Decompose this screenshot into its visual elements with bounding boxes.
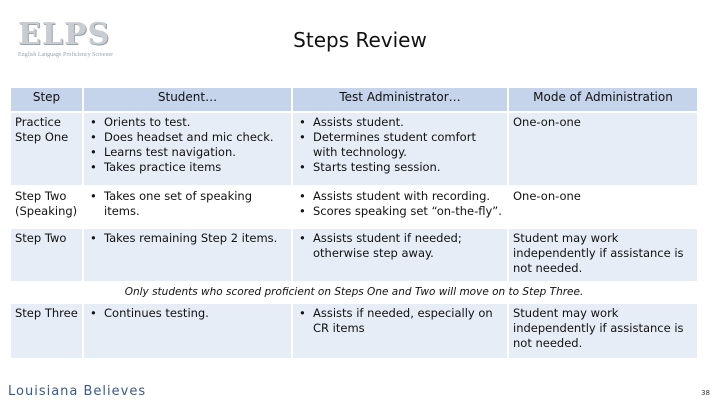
list-item: • Takes one set of speaking items.: [104, 189, 287, 219]
logo-mark: ELPS: [18, 17, 111, 52]
list-item: • Assists student if needed; otherwise step away.: [313, 231, 503, 261]
footer-brand: Louisiana Believes: [8, 384, 147, 399]
mode-cell: Student may work independently if assistance is not needed.: [509, 304, 697, 358]
ta-cell: [293, 113, 507, 185]
list-item: • Does headset and mic check.: [104, 130, 287, 145]
ta-cell: [293, 304, 507, 358]
header-student: Student…: [84, 88, 291, 111]
student-cell: [84, 187, 291, 227]
student-cell: [84, 229, 291, 281]
step-three-note: Only students who scored proficient on Steps One and Two will move on to Step Three.: [124, 286, 584, 298]
ta-cell: [293, 187, 507, 227]
step-cell: Step Two: [11, 229, 82, 281]
step-cell: Step Three: [11, 304, 82, 358]
student-cell: [84, 113, 291, 185]
table-row: [11, 229, 697, 281]
step-cell: Practice Step One: [11, 113, 82, 185]
list-item: • Scores speaking set “on-the-fly”.: [313, 204, 503, 219]
list-item: • Learns test navigation.: [104, 145, 287, 160]
header-mode: Mode of Administration: [509, 88, 697, 111]
ta-cell: [293, 229, 507, 281]
note-row: [11, 283, 697, 302]
header-test-administrator: Test Administrator…: [293, 88, 507, 111]
header-step: Step: [11, 88, 82, 111]
table-row: [11, 187, 697, 227]
list-item: • Assists if needed, especially on CR items: [313, 306, 503, 336]
steps-table: [9, 86, 699, 360]
page-number: 38: [701, 389, 710, 397]
step-cell: Step Two (Speaking): [15, 189, 78, 218]
list-item: • Orients to test.: [104, 115, 287, 130]
mode-cell: One-on-one: [513, 189, 581, 203]
student-cell: [84, 304, 291, 358]
logo-subtitle: English Language Proficiency Screener: [18, 52, 114, 58]
table-row: [11, 304, 697, 358]
list-item: • Continues testing.: [104, 306, 287, 321]
table-header-row: [11, 88, 697, 111]
list-item: • Starts testing session.: [313, 160, 503, 175]
mode-cell: Student may work independently if assistance is not needed.: [509, 229, 697, 281]
list-item: • Takes practice items: [104, 160, 287, 175]
page-title: Steps Review: [293, 28, 427, 52]
list-item: • Takes remaining Step 2 items.: [104, 231, 287, 246]
table-row: [11, 113, 697, 185]
mode-cell: One-on-one: [509, 113, 697, 185]
list-item: • Assists student.: [313, 115, 503, 130]
list-item: • Determines student comfort with technology.: [313, 130, 503, 160]
list-item: • Assists student with recording.: [313, 189, 503, 204]
